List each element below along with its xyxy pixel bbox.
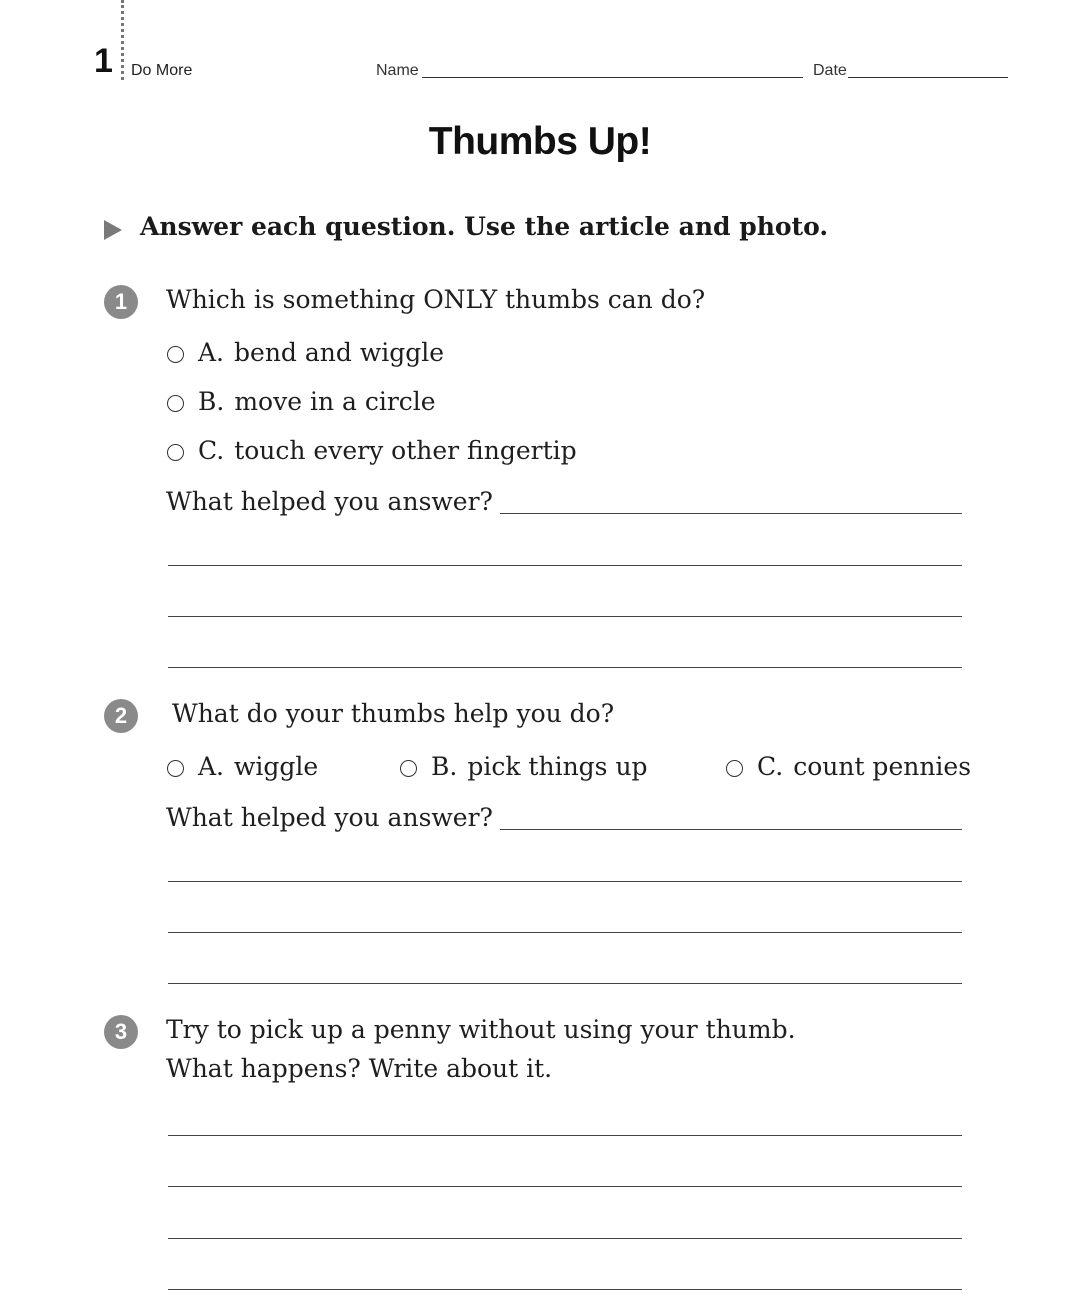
option-text: move in a circle [234, 387, 436, 416]
option-text: bend and wiggle [234, 338, 445, 367]
play-arrow-icon [104, 220, 122, 240]
question-2-text: What do your thumbs help you do? [172, 699, 615, 728]
question-3-text-line2: What happens? Write about it. [166, 1054, 553, 1083]
option-letter: C. [198, 436, 225, 465]
q2-option-a-radio[interactable] [167, 760, 184, 777]
question-number-badge: 1 [104, 285, 138, 319]
option-text: touch every other fingertip [234, 436, 577, 465]
q1-answer-line[interactable] [168, 616, 962, 617]
unit-number: 1 [94, 42, 113, 80]
q1-answer-line[interactable] [500, 513, 962, 514]
q2-option-c [757, 752, 971, 781]
q3-answer-line[interactable] [168, 1135, 962, 1136]
q1-option-c [198, 436, 577, 465]
q1-option-a [198, 338, 444, 367]
q1-followup-label: What helped you answer? [166, 487, 493, 516]
page-title: Thumbs Up! [428, 120, 652, 163]
unit-label: Do More [131, 62, 193, 79]
question-number-badge: 2 [104, 699, 138, 733]
q1-answer-line[interactable] [168, 667, 962, 668]
date-field[interactable] [848, 77, 1008, 78]
q2-option-b [431, 752, 648, 781]
q2-answer-line[interactable] [168, 983, 962, 984]
q2-answer-line[interactable] [500, 829, 962, 830]
margin-dotted-rule [121, 0, 124, 80]
question-3-text-line1: Try to pick up a penny without using your thumb. [166, 1015, 796, 1044]
option-letter: B. [198, 387, 225, 416]
name-field[interactable] [422, 77, 803, 78]
q1-option-b-radio[interactable] [167, 395, 184, 412]
date-label: Date [813, 62, 847, 79]
q1-option-b [198, 387, 436, 416]
q2-option-c-radio[interactable] [726, 760, 743, 777]
name-label: Name [376, 62, 419, 79]
q1-answer-line[interactable] [168, 565, 962, 566]
option-text: count pennies [793, 752, 972, 781]
q2-followup-label: What helped you answer? [166, 803, 493, 832]
q2-option-b-radio[interactable] [400, 760, 417, 777]
q3-answer-line[interactable] [168, 1238, 962, 1239]
q1-option-c-radio[interactable] [167, 444, 184, 461]
q3-answer-line[interactable] [168, 1186, 962, 1187]
instruction-text: Answer each question. Use the article and photo. [140, 212, 829, 241]
option-letter: A. [198, 752, 225, 781]
option-text: pick things up [467, 752, 648, 781]
option-letter: B. [431, 752, 458, 781]
q2-answer-line[interactable] [168, 932, 962, 933]
option-letter: C. [757, 752, 784, 781]
option-letter: A. [198, 338, 225, 367]
q2-answer-line[interactable] [168, 881, 962, 882]
q2-option-a [198, 752, 318, 781]
option-text: wiggle [234, 752, 319, 781]
q1-option-a-radio[interactable] [167, 346, 184, 363]
question-number-badge: 3 [104, 1015, 138, 1049]
q3-answer-line[interactable] [168, 1289, 962, 1290]
question-1-text: Which is something ONLY thumbs can do? [166, 285, 706, 314]
